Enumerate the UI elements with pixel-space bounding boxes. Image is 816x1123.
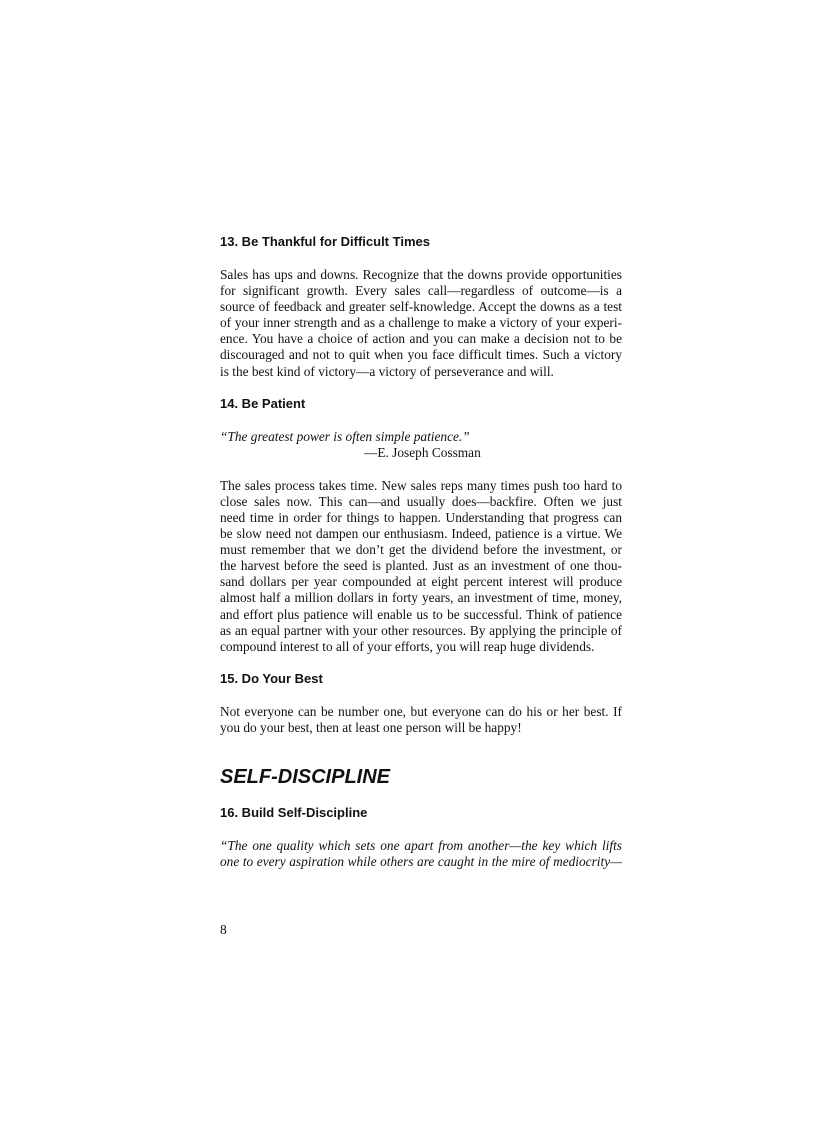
quote-attribution: —E. Joseph Cossman	[364, 444, 481, 460]
quote-line: “The one quality which sets one apart from another—the key which lifts	[220, 837, 622, 853]
page-content	[220, 234, 622, 870]
paragraph-line: must remember that we don’t get the dividend before the investment, or	[220, 542, 622, 558]
paragraph-14	[220, 478, 622, 655]
quote-line: “The greatest power is often simple patience.”	[220, 428, 470, 444]
quote-16	[220, 838, 622, 870]
paragraph-line: for significant growth. Every sales call—regardless of outcome—is a	[220, 283, 622, 299]
paragraph-line: as an equal partner with your other resources. By applying the principle of	[220, 622, 622, 638]
paragraph-line: almost half a million dollars in forty years, an investment of time, money,	[220, 590, 622, 606]
quote-14	[220, 429, 622, 445]
paragraph-line: of your inner strength and as a challenge to make a victory of your experi-	[220, 315, 622, 331]
paragraph-line: the harvest before the seed is planted. Just as an investment of one thou-	[220, 558, 622, 574]
paragraph-line: Not everyone can be number one, but everyone can do his or her best. If	[220, 703, 622, 719]
heading-13: 13. Be Thankful for Difficult Times	[220, 234, 430, 249]
paragraph-line: need time in order for things to happen. Understanding that progress can	[220, 509, 622, 525]
page-number: 8	[220, 922, 227, 937]
paragraph-line: compound interest to all of your efforts, you will reap huge dividends.	[220, 638, 595, 654]
paragraph-15	[220, 704, 622, 736]
paragraph-line: and effort plus patience will enable us to be successful. Think of patience	[220, 606, 622, 622]
section-title: SELF-DISCIPLINE	[220, 765, 391, 788]
paragraph-line: The sales process takes time. New sales reps many times push too hard to	[220, 477, 622, 493]
paragraph-line: be slow need not dampen our enthusiasm. Indeed, patience is a virtue. We	[220, 526, 622, 542]
paragraph-line: ence. You have a choice of action and you can make a decision not to be	[220, 331, 622, 347]
quote-line: one to every aspiration while others are caught in the mire of mediocrity—	[220, 854, 622, 870]
paragraph-line: is the best kind of victory—a victory of perseverance and will.	[220, 363, 554, 379]
heading-14: 14. Be Patient	[220, 395, 306, 411]
heading-15: 15. Do Your Best	[220, 670, 323, 686]
paragraph-line: discouraged and not to quit when you face difficult times. Such a victory	[220, 347, 622, 363]
paragraph-line: Sales has ups and downs. Recognize that the downs provide opportunities	[220, 267, 622, 282]
paragraph-line: source of feedback and greater self-knowledge. Accept the downs as a test	[220, 299, 622, 315]
heading-16: 16. Build Self-Discipline	[220, 804, 368, 820]
paragraph-line: sand dollars per year compounded at eight percent interest will produce	[220, 574, 622, 590]
paragraph-13	[220, 267, 622, 380]
paragraph-line: you do your best, then at least one person will be happy!	[220, 719, 522, 735]
paragraph-line: close sales now. This can—and usually does—backfire. Often we just	[220, 493, 622, 509]
